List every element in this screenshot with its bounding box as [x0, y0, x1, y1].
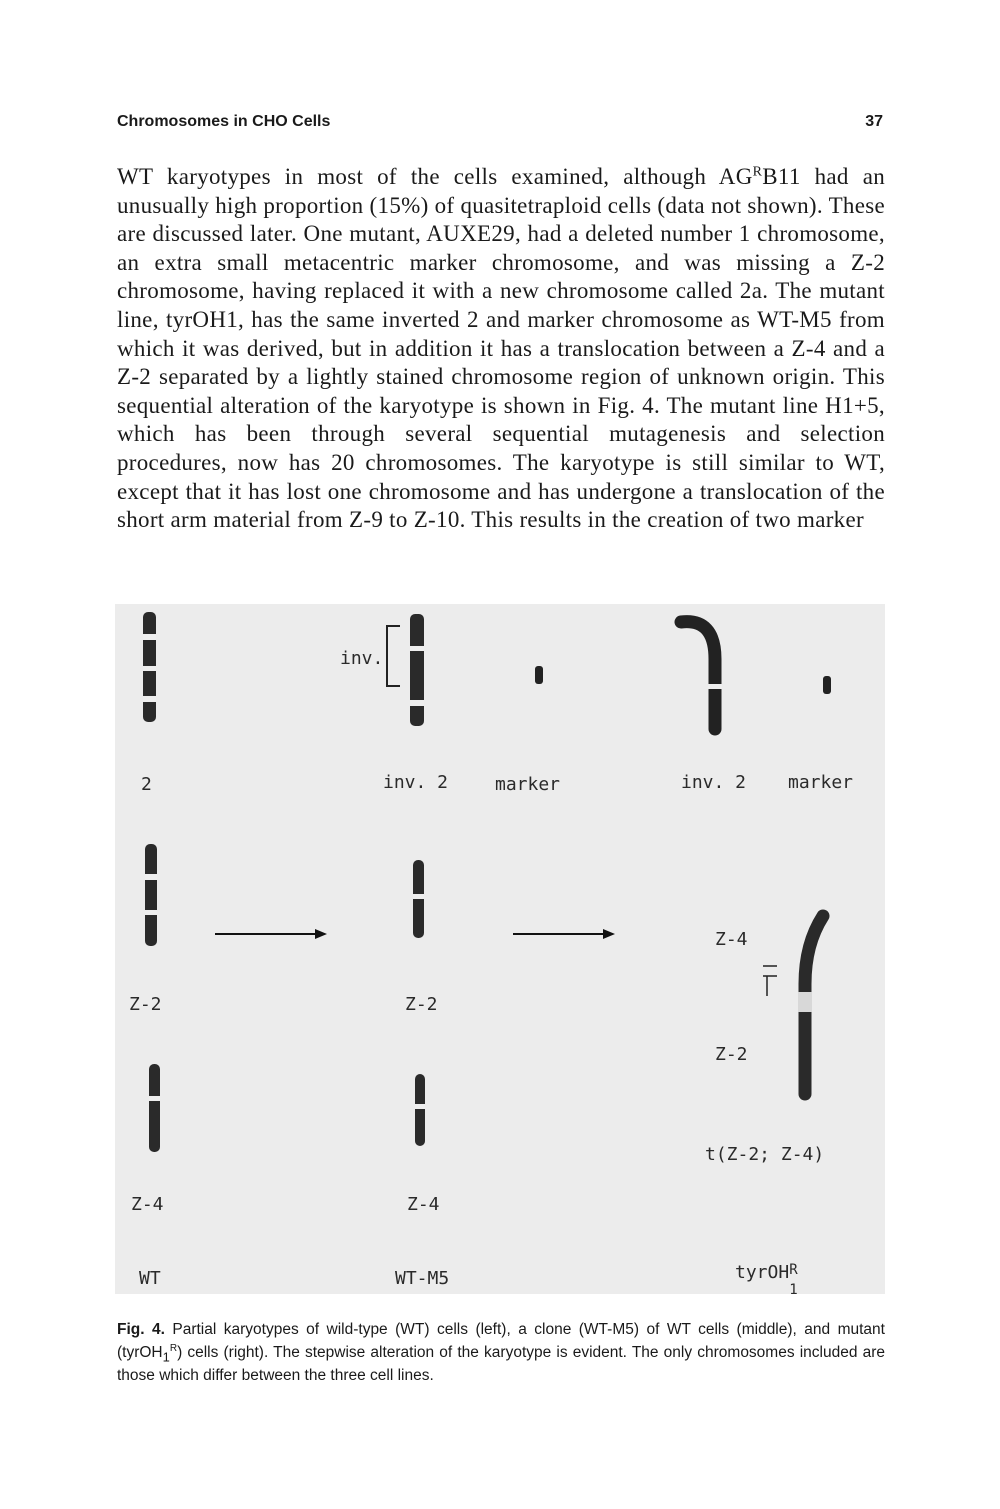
caption-subscript: 1 — [162, 1349, 170, 1365]
caption-figure-number: Fig. 4. — [117, 1321, 165, 1338]
label-m5-marker: marker — [495, 774, 561, 795]
column-label-tyroh-sup: R — [789, 1262, 798, 1278]
caption-text-part-2: ) cells (right). The stepwise alteration of the karyotype is evident. The only chromosomes included are those which differ between the three cell lines. — [117, 1344, 885, 1385]
label-tyr-z4: Z-4 — [715, 929, 748, 950]
body-superscript: R — [752, 164, 763, 180]
running-head — [117, 113, 883, 131]
column-label-tyroh-sub: 1 — [789, 1282, 798, 1298]
column-label-tyroh — [735, 1262, 801, 1298]
label-tyr-marker: marker — [788, 772, 854, 793]
label-m5-z2: Z-2 — [405, 994, 438, 1015]
column-label-tyroh-base: tyrOH — [735, 1262, 790, 1283]
label-translocation: t(Z-2; Z-4) — [705, 1144, 825, 1165]
body-text-part-1: WT karyotypes in most of the cells examined, although AG — [117, 164, 753, 189]
figure-caption — [117, 1320, 885, 1385]
chromosome-illustration — [115, 604, 885, 1294]
m5-inverted-chromosome-2 — [410, 614, 424, 726]
caption-superscript: R — [169, 1343, 178, 1354]
wt-chromosome-z4 — [149, 1064, 160, 1152]
column-label-wt: WT — [139, 1268, 161, 1289]
label-wt-z4: Z-4 — [131, 1194, 164, 1215]
body-paragraph — [117, 163, 885, 535]
wt-chromosome-z2 — [145, 844, 157, 946]
inversion-bracket-label: inv. — [340, 648, 384, 669]
body-text-part-2: B11 had an unusually high proportion (15%) of quasitetraploid cells (data not shown). These are discussed later. One mutant, AUXE29, had a deleted number 1 chromosome, an extra small metacentric marker chromosome, and was missing a Z-2 chromosome, having replaced it with a new chromosome called 2a. The mutant line, tyrOH1, has the same inverted 2 and marker chromosome as WT-M5 from which it was derived, but in addition it has a translocation between a Z-4 and a Z-2 separated by a lightly stained chromosome region of unknown origin. This sequential alteration of the karyotype is shown in Fig. 4. The mutant line H1+5, which has been through several sequential mutagenesis and selection procedures, now has 20 chromosomes. The karyotype is still similar to WT, except that it has lost one chromosome and has undergone a translocation of the short arm material from Z-9 to Z-10. This results in the creation of two marker — [117, 164, 886, 533]
m5-marker-chromosome — [535, 666, 543, 684]
label-tyr-z2: Z-2 — [715, 1044, 748, 1065]
tyr-marker-chromosome — [823, 676, 831, 694]
tyr-inverted-chromosome-2 — [681, 622, 715, 729]
page-number: 37 — [865, 113, 883, 130]
m5-chromosome-z4 — [415, 1074, 425, 1146]
label-tyr-inv2: inv. 2 — [681, 772, 747, 793]
label-wt-z2: Z-2 — [129, 994, 162, 1015]
column-label-wt-m5: WT-M5 — [395, 1268, 450, 1289]
label-m5-z4: Z-4 — [407, 1194, 440, 1215]
karyotype-figure — [115, 604, 885, 1298]
running-head-title: Chromosomes in CHO Cells — [117, 113, 331, 130]
label-wt-2: 2 — [141, 774, 152, 795]
caption-text-part-1: Partial karyotypes of wild-type (WT) cells (left), a clone (WT-M5) of WT cells (middle), and mutant (tyrOH — [117, 1321, 885, 1362]
label-m5-inv2: inv. 2 — [383, 772, 449, 793]
